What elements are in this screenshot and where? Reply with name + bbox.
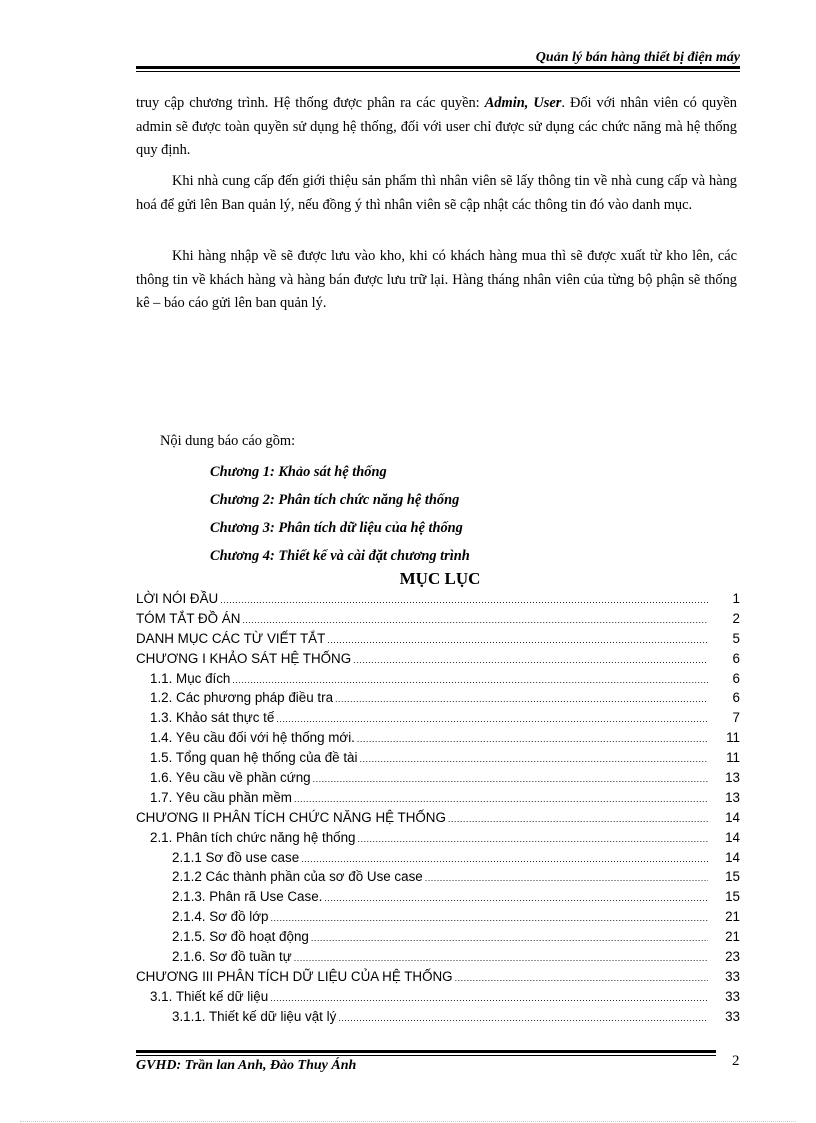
toc-leader-dots <box>270 909 708 928</box>
toc-entry-page: 13 <box>725 770 740 786</box>
toc-leader-dots <box>294 949 708 968</box>
chapter-item: Chương 1: Khảo sát hệ thống <box>210 464 387 480</box>
toc-entry-label: 2.1.1 Sơ đồ use case <box>172 849 300 865</box>
toc-entry-page: 5 <box>732 630 740 646</box>
toc-entry[interactable] <box>136 907 740 927</box>
paragraph-3: Khi hàng nhập về sẽ được lưu vào kho, khi có khách hàng mua thì sẽ được xuất từ kho lên, các thông tin về khách hàng và hàng bán được lưu trữ lại. Hàng tháng nhân viên của từng bộ phận sẽ thống kê – báo cáo gửi lên ban quản lý. <box>136 248 737 311</box>
chapter-list <box>210 462 470 574</box>
toc-title: MỤC LỤC <box>399 569 481 588</box>
toc-leader-dots <box>338 1009 708 1028</box>
paragraph-1 <box>136 92 737 163</box>
toc-entry-label: 3.1. Thiết kế dữ liệu <box>150 988 269 1004</box>
toc-entry-label: 1.2. Các phương pháp điều tra <box>150 690 334 706</box>
toc-entry-page: 11 <box>726 750 740 766</box>
toc-leader-dots <box>353 651 708 670</box>
toc-entry-label: 2.1.5. Sơ đồ hoạt động <box>172 929 309 945</box>
toc-leader-dots <box>294 790 708 809</box>
footer-rule <box>136 1050 716 1056</box>
toc-leader-dots <box>270 989 708 1008</box>
chapter-item: Chương 2: Phân tích chức năng hệ thống <box>210 492 460 508</box>
toc-entry-label: TÓM TẮT ĐỒ ÁN <box>136 610 241 626</box>
toc-leader-dots <box>313 770 708 789</box>
table-of-contents <box>136 589 740 1027</box>
toc-entry[interactable] <box>136 867 740 887</box>
toc-leader-dots <box>232 671 708 690</box>
running-header: Quản lý bán hàng thiết bị điện máy <box>535 50 740 65</box>
toc-entry-label: DANH MỤC CÁC TỪ VIẾT TẮT <box>136 630 326 646</box>
toc-entry[interactable] <box>136 589 740 609</box>
toc-entry-label: 1.7. Yêu cầu phần mềm <box>150 789 292 805</box>
footer-advisor: GVHD: Trần lan Anh, Đào Thuy Ánh <box>136 1058 357 1073</box>
toc-entry-page: 11 <box>726 730 740 746</box>
toc-entry-page: 15 <box>725 869 740 885</box>
toc-entry-label: LỜI NÓI ĐẦU <box>136 591 219 606</box>
toc-entry-label: 1.3. Khảo sát thực tế <box>150 710 275 726</box>
toc-entry-page: 2 <box>732 610 740 626</box>
toc-leader-dots <box>276 710 708 729</box>
toc-entry-label: 1.4. Yêu cầu đối với hệ thống mới. <box>150 730 355 746</box>
report-intro: Nội dung báo cáo gồm: <box>160 433 296 449</box>
toc-entry[interactable] <box>136 649 740 669</box>
toc-entry-page: 21 <box>725 929 740 945</box>
toc-entry[interactable] <box>136 688 740 708</box>
toc-entry[interactable] <box>136 788 740 808</box>
toc-entry-label: 2.1.2 Các thành phần của sơ đồ Use case <box>172 869 423 885</box>
toc-entry[interactable] <box>136 629 740 649</box>
toc-entry[interactable] <box>136 947 740 967</box>
chapter-item: Chương 3: Phân tích dữ liệu của hệ thống <box>210 520 463 536</box>
toc-entry-page: 14 <box>725 829 740 845</box>
paragraph-1-text-a: truy cập chương trình. Hệ thống được phân ra các quyền: <box>136 95 485 111</box>
toc-entry-label: 1.5. Tổng quan hệ thống của đề tài <box>150 750 358 766</box>
toc-leader-dots <box>242 611 708 630</box>
toc-entry-page: 14 <box>725 809 740 825</box>
toc-entry-label: 3.1.1. Thiết kế dữ liệu vật lý <box>172 1008 337 1024</box>
paragraph-1-text-b: . Đối với nhân viên có quyền admin sẽ được toàn quyền sử dụng hệ thống, đối với user chỉ được sử dụng các chức năng mà hệ thống quy định. <box>136 95 737 158</box>
toc-entry[interactable] <box>136 768 740 788</box>
toc-entry[interactable] <box>136 728 740 748</box>
toc-entry-label: 1.6. Yêu cầu về phần cứng <box>150 770 311 786</box>
toc-entry-label: CHƯƠNG II PHÂN TÍCH CHỨC NĂNG HỆ THỐNG <box>136 809 446 825</box>
toc-leader-dots <box>220 591 708 610</box>
toc-entry[interactable] <box>136 609 740 629</box>
toc-entry[interactable] <box>136 748 740 768</box>
toc-entry-label: 2.1.6. Sơ đồ tuần tự <box>172 949 292 965</box>
toc-leader-dots <box>455 969 708 988</box>
toc-entry[interactable] <box>136 708 740 728</box>
toc-entry-page: 13 <box>725 789 740 805</box>
toc-entry[interactable] <box>136 967 740 987</box>
toc-leader-dots <box>357 730 708 749</box>
toc-leader-dots <box>448 810 708 829</box>
toc-entry[interactable] <box>136 1007 740 1027</box>
toc-leader-dots <box>359 750 708 769</box>
page-number: 2 <box>732 1053 740 1069</box>
toc-leader-dots <box>335 690 708 709</box>
toc-entry-page: 33 <box>725 968 740 984</box>
toc-entry-page: 1 <box>732 591 740 606</box>
toc-entry-label: 2.1. Phân tích chức năng hệ thống <box>150 829 356 845</box>
toc-entry-page: 23 <box>725 949 740 965</box>
toc-entry-page: 14 <box>725 849 740 865</box>
toc-entry-page: 7 <box>732 710 740 726</box>
toc-entry[interactable] <box>136 808 740 828</box>
toc-entry-page: 15 <box>725 889 740 905</box>
toc-leader-dots <box>327 631 708 650</box>
toc-entry-page: 6 <box>732 670 740 686</box>
paragraph-1-roles: Admin, User <box>484 95 562 111</box>
toc-entry[interactable] <box>136 669 740 689</box>
toc-entry-label: CHƯƠNG III PHÂN TÍCH DỮ LIỆU CỦA HỆ THỐNG <box>136 968 453 984</box>
paragraph-2: Khi nhà cung cấp đến giới thiệu sản phẩm thì nhân viên sẽ lấy thông tin về nhà cung cấp và hàng hoá để gửi lên Ban quản lý, nếu đồng ý thì nhân viên sẽ cập nhật các thông tin đó vào danh mục. <box>136 173 737 213</box>
toc-entry[interactable] <box>136 828 740 848</box>
toc-entry-label: CHƯƠNG I KHẢO SÁT HỆ THỐNG <box>136 650 352 666</box>
toc-entry[interactable] <box>136 887 740 907</box>
toc-leader-dots <box>358 830 708 849</box>
toc-entry-page: 6 <box>732 650 740 666</box>
page-edge <box>20 1121 796 1122</box>
toc-entry-label: 2.1.4. Sơ đồ lớp <box>172 909 269 925</box>
toc-entry-label: 1.1. Mục đích <box>150 670 231 686</box>
header-rule <box>136 66 740 72</box>
chapter-item: Chương 4: Thiết kế và cài đặt chương trình <box>210 548 470 564</box>
toc-entry[interactable] <box>136 848 740 868</box>
toc-entry[interactable] <box>136 927 740 947</box>
toc-leader-dots <box>301 850 708 869</box>
toc-entry-label: 2.1.3. Phân rã Use Case. <box>172 889 323 905</box>
toc-entry[interactable] <box>136 987 740 1007</box>
toc-leader-dots <box>324 889 708 908</box>
toc-entry-page: 33 <box>725 988 740 1004</box>
toc-leader-dots <box>311 929 708 948</box>
toc-entry-page: 6 <box>732 690 740 706</box>
toc-entry-page: 33 <box>725 1008 740 1024</box>
toc-leader-dots <box>425 869 708 888</box>
toc-entry-page: 21 <box>725 909 740 925</box>
